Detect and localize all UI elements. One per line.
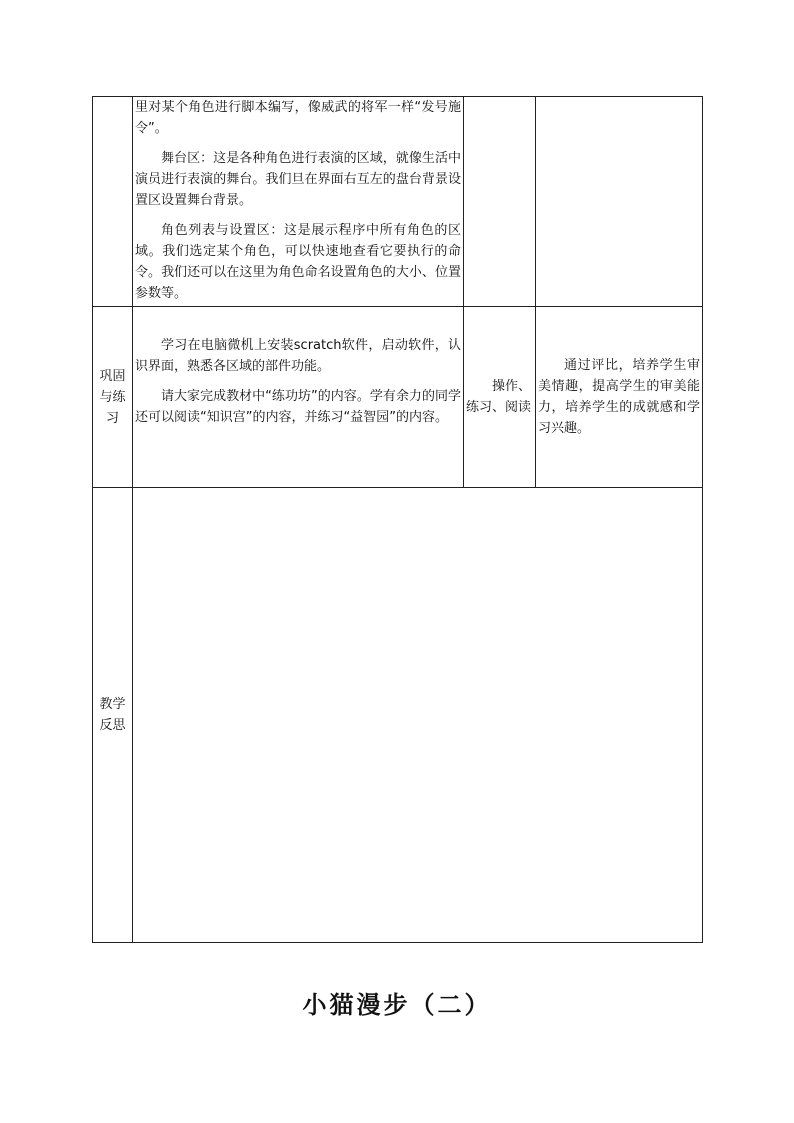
method-cell-empty bbox=[464, 97, 536, 307]
table-row-reflection bbox=[93, 488, 703, 943]
paragraph-stage-area: 舞台区：这是各种角色进行表演的区域，就像生活中演员进行表演的舞台。我们旦在界面右互左的盘台背景设置区设置舞台背景。 bbox=[135, 151, 461, 208]
content-cell-interface-intro bbox=[133, 97, 464, 307]
method-cell-practice bbox=[464, 307, 536, 488]
section-label-practice bbox=[93, 307, 133, 488]
label-line: 巩固 bbox=[99, 368, 126, 384]
lesson-title: 小猫漫步（二） bbox=[302, 990, 492, 1019]
content-cell-practice bbox=[133, 307, 464, 488]
label-line: 习 bbox=[105, 410, 119, 426]
lesson-plan-table bbox=[92, 96, 703, 943]
purpose-cell-practice bbox=[536, 307, 703, 488]
label-line: 与练 bbox=[99, 389, 126, 405]
section-label-reflection bbox=[93, 488, 133, 943]
label-line: 反思 bbox=[99, 718, 126, 733]
reflection-content-cell bbox=[133, 488, 703, 943]
section-label-cell-empty bbox=[93, 97, 133, 307]
table-row-continuation bbox=[93, 97, 703, 307]
paragraph-script-area: 里对某个角色进行脚本编写，像威武的将军一样“发号施令”。 bbox=[135, 100, 461, 136]
paragraph-sprite-list: 角色列表与设置区：这是展示程序中所有角色的区域。我们选定某个角色，可以快速地查看它要执行的命令。我们还可以在这里为角色命名设置角色的大小、位置参数等。 bbox=[135, 223, 461, 301]
paragraph-install-scratch: 学习在电脑微机上安装scratch软件，启动软件，认识界面，熟悉各区域的部件功能。 bbox=[135, 338, 461, 374]
table-row-practice bbox=[93, 307, 703, 488]
purpose-cell-empty bbox=[536, 97, 703, 307]
method-text: 操作、练习、阅读 bbox=[466, 379, 532, 415]
label-line: 教学 bbox=[99, 697, 126, 712]
purpose-text: 通过评比，培养学生审美情趣，提高学生的审美能力，培养学生的成就感和学习兴趣。 bbox=[538, 358, 700, 436]
paragraph-exercise: 请大家完成教材中“练功坊”的内容。学有余力的同学还可以阅读“知识宫”的内容，并练习“益智园”的内容。 bbox=[135, 389, 461, 425]
